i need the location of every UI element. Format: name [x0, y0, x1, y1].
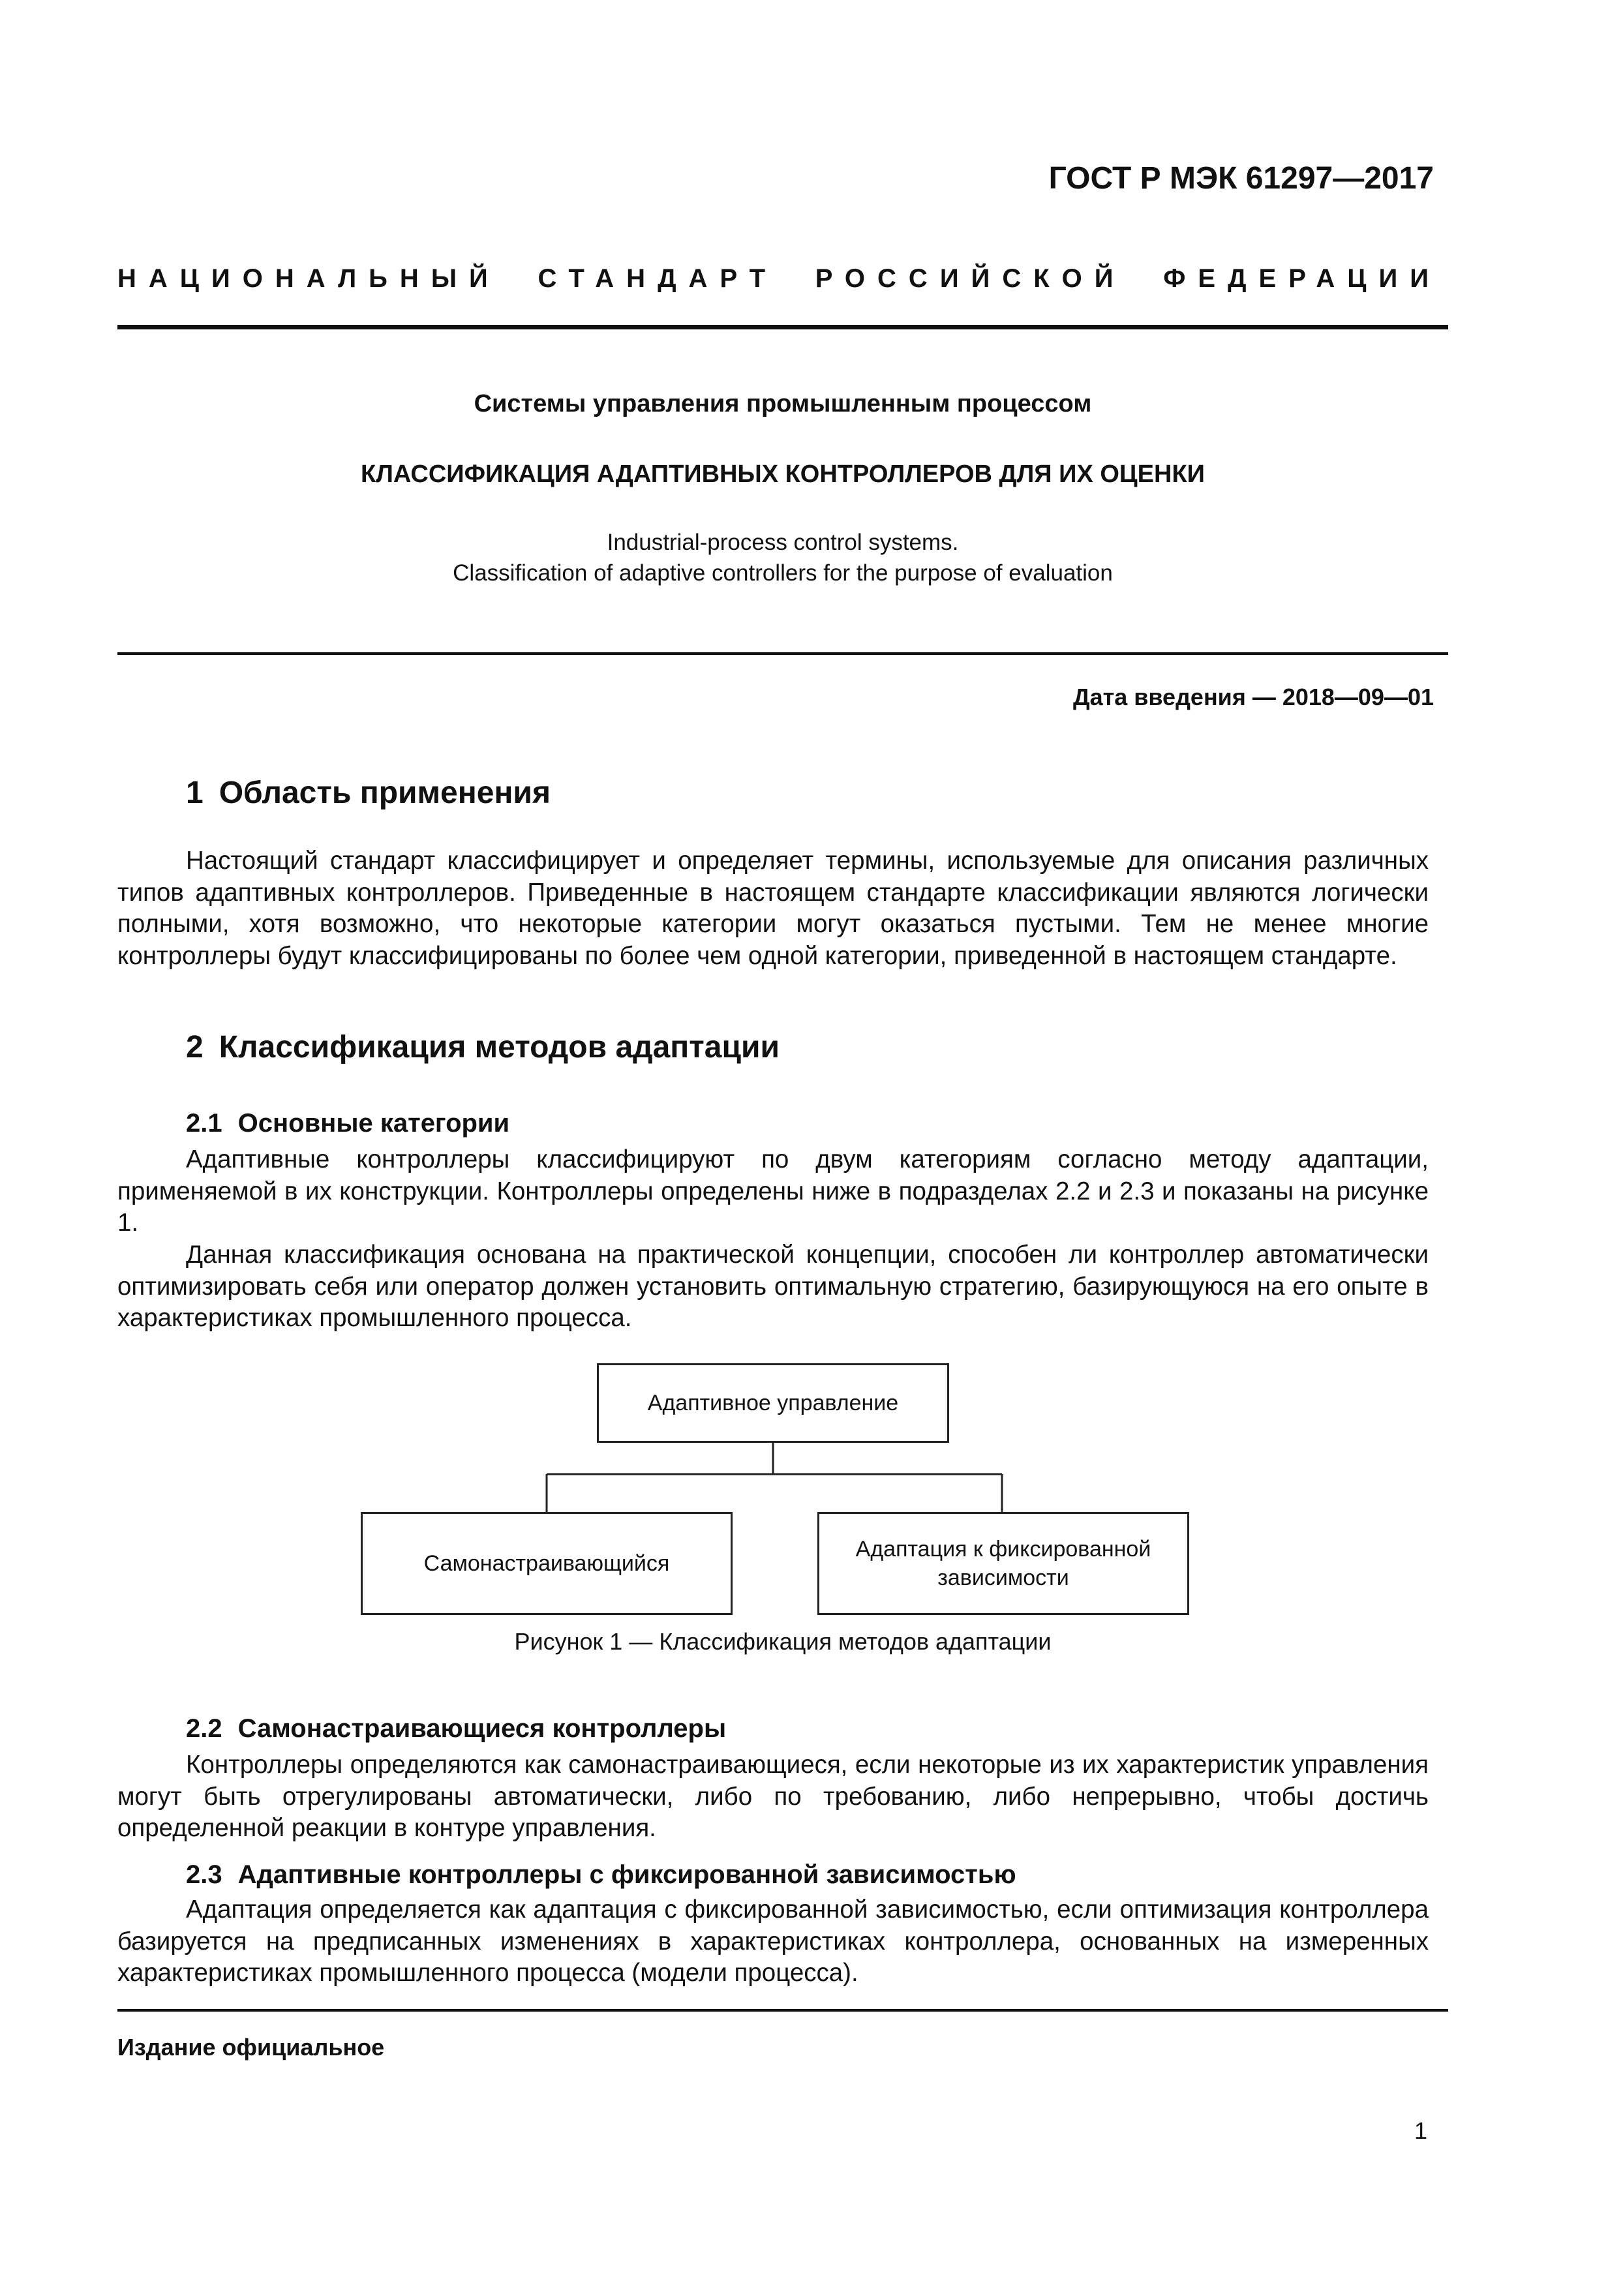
national-word-2: СТАНДАРТ — [538, 264, 778, 293]
section-2-2-number: 2.2 — [186, 1714, 222, 1743]
figure-1-right-label-line-1: Адаптация к фиксированной — [855, 1537, 1151, 1562]
section-2-1-paragraph-1: Адаптивные контроллеры классифицируют по двум категориям согласно методу адаптации, применяемой в их конструкции. Контроллеры определены ниже в подразделах 2.2 и 2.3 и показаны на рисунке 1. — [117, 1145, 1429, 1237]
section-2-3-number: 2.3 — [186, 1860, 222, 1889]
figure-1-root-box — [597, 1363, 949, 1443]
page-number: 1 — [1414, 2117, 1427, 2144]
introduction-date: Дата введения — 2018—09—01 — [1072, 684, 1434, 710]
title-line-1: Системы управления промышленным процессом — [474, 390, 1092, 417]
section-2-1-paragraph-2: Данная классификация основана на практической концепции, способен ли контроллер автоматически оптимизировать себя или оператор должен установить оптимальную стратегию, базирующуюся на его опыте в характеристиках промышленного процесса. — [117, 1241, 1429, 1332]
footer-divider — [117, 2009, 1448, 2012]
section-2-1-number: 2.1 — [186, 1109, 222, 1138]
section-2-2-paragraph: Контроллеры определяются как самонастраивающиеся, если некоторые из их характеристик управления могут быть отрегулированы автоматически, либо по требованию, либо непрерывно, чтобы достичь определенной реакции в контуре управления. — [117, 1751, 1429, 1842]
title-line-2: КЛАССИФИКАЦИЯ АДАПТИВНЫХ КОНТРОЛЛЕРОВ ДЛЯ ИХ ОЦЕНКИ — [361, 461, 1205, 488]
figure-1-right-box — [817, 1512, 1189, 1615]
section-2-number: 2 — [186, 1030, 204, 1065]
section-1-number: 1 — [186, 776, 204, 810]
edition-label: Издание официальное — [117, 2034, 385, 2061]
section-2-2-heading — [186, 1714, 726, 1744]
section-2-3-paragraph: Адаптация определяется как адаптация с фиксированной зависимостью, если оптимизация контроллера базируется на предписанных изменениях в характеристиках контроллера, основанных на измеренных характеристиках промышленного процесса (модели процесса). — [117, 1896, 1429, 1987]
english-title-line-1: Industrial-process control systems. — [607, 530, 959, 555]
section-2-3-title: Адаптивные контроллеры с фиксированной зависимостью — [237, 1860, 1016, 1889]
section-2-3-heading — [186, 1860, 1016, 1890]
section-2-2-title: Самонастраивающиеся контроллеры — [237, 1714, 727, 1743]
figure-1-left-box — [361, 1512, 733, 1615]
figure-1-root-label: Адаптивное управление — [647, 1391, 899, 1415]
national-word-4: ФЕДЕРАЦИИ — [1163, 264, 1441, 293]
section-2-title: Классификация методов адаптации — [219, 1030, 780, 1065]
standard-code: ГОСТ Р МЭК 61297—2017 — [1048, 161, 1434, 196]
national-word-1: НАЦИОНАЛЬНЫЙ — [117, 264, 500, 293]
section-2-1-title: Основные категории — [237, 1109, 510, 1138]
section-1-title: Область применения — [219, 776, 551, 810]
figure-1-right-label-line-2: зависимости — [937, 1565, 1069, 1590]
figure-1-caption: Рисунок 1 — Классификация методов адаптации — [514, 1628, 1052, 1655]
national-word-3: РОССИЙСКОЙ — [815, 264, 1126, 293]
figure-1-left-label: Самонастраивающийся — [423, 1551, 670, 1576]
english-title-line-2: Classification of adaptive controllers for the purpose of evaluation — [453, 560, 1113, 586]
section-1-paragraph: Настоящий стандарт классифицирует и определяет термины, используемые для описания различных типов адаптивных контроллеров. Приведенные в настоящем стандарте классификации являются логически полными, хотя возможно, что некоторые категории могут оказаться пустыми. Тем не менее многие контроллеры будут классифицированы по более чем одной категории, приведенной в настоящем стандарте. — [117, 847, 1429, 970]
